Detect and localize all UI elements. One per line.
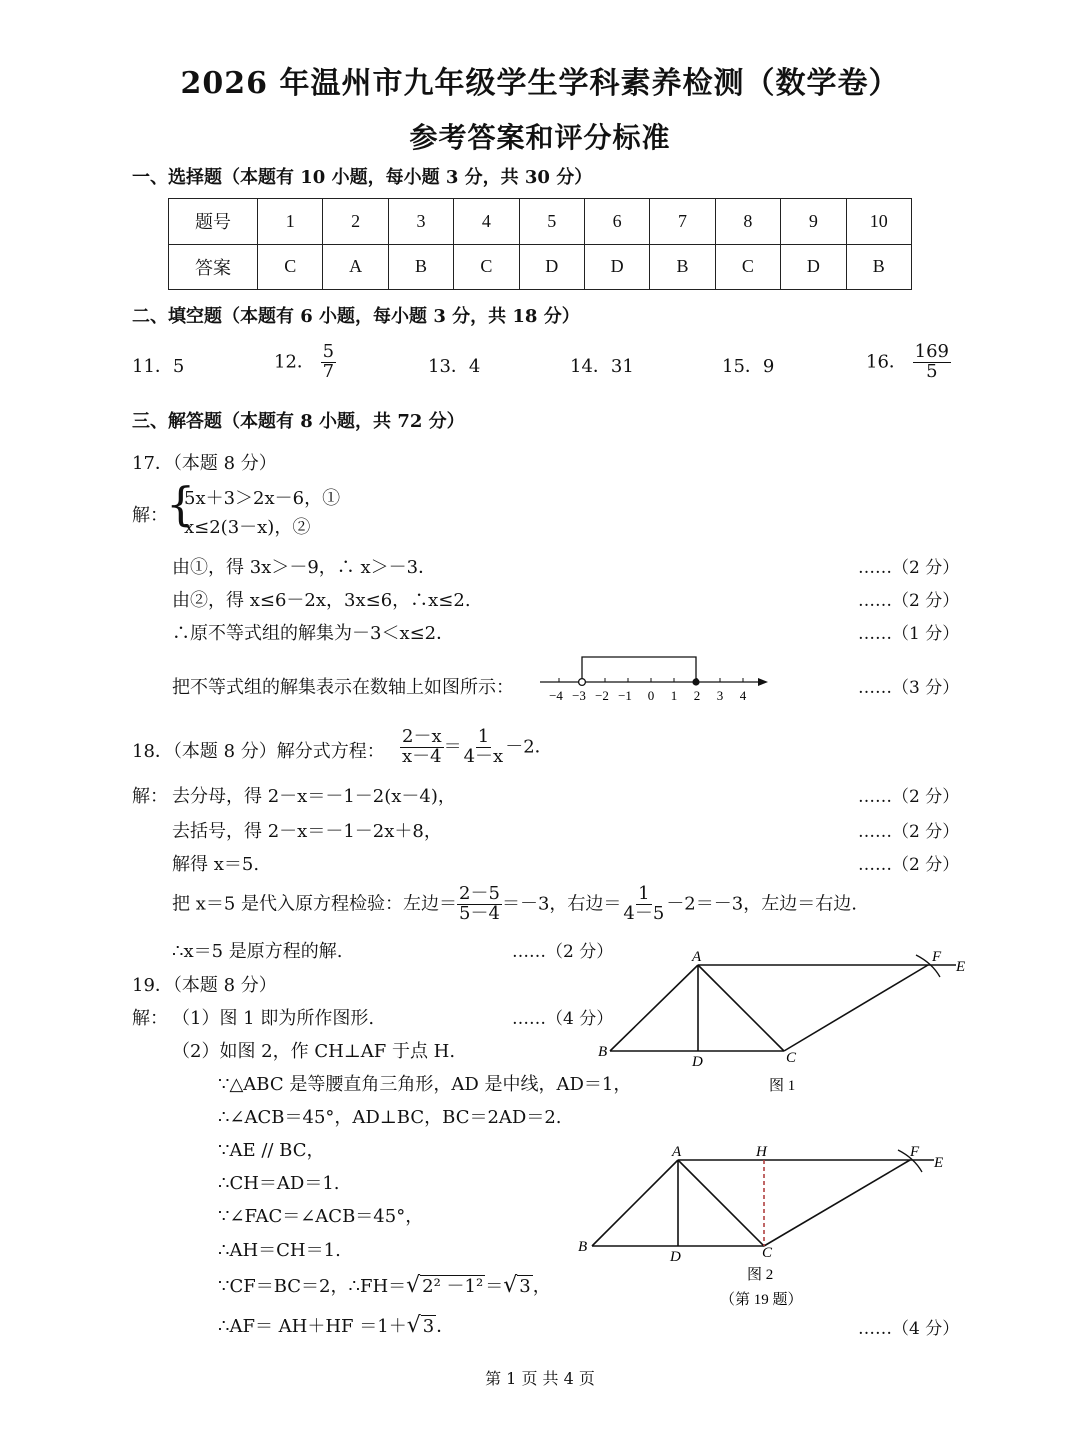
answer-12-numerator: 5 [322, 341, 335, 362]
fraction-denominator: x－4 [402, 745, 442, 767]
q18-check [172, 885, 857, 924]
q19-part-1: （1）图 1 即为所作图形. [172, 1008, 375, 1029]
point-label-a: A [692, 949, 702, 965]
table-cell: 7 [650, 199, 715, 245]
segment-cf [764, 1160, 910, 1246]
q17-step-2-points: ……（2 分） [858, 591, 960, 611]
table-cell: B [388, 244, 453, 290]
segment-ab [610, 965, 698, 1051]
table-row-answers [169, 244, 912, 290]
check-text: －2＝－3，左边＝右边. [666, 893, 857, 915]
point-label-d: D [670, 1249, 681, 1265]
tick-label: −3 [572, 688, 586, 703]
answer-11: 11．5 [132, 356, 185, 377]
q18-step-3-points: ……（2 分） [858, 855, 960, 875]
segment-ab [592, 1160, 678, 1246]
q18-jie: 解： [132, 786, 168, 807]
geometry-figure-1 [594, 945, 984, 1095]
page-title: 2026 年温州市九年级学生学科素养检测（数学卷） [180, 66, 900, 101]
table-cell: 6 [584, 199, 649, 245]
check-text: 把 x＝5 是代入原方程检验：左边＝ [172, 893, 458, 915]
q17-inequality-1: 5x＋3＞2x－6，① [184, 488, 341, 509]
fraction-denominator: 4－5 [623, 902, 665, 924]
radicand: 3 [422, 1316, 435, 1337]
q18-step-2: 去括号，得 2－x＝－1－2x＋8， [172, 821, 442, 842]
segment-cf [784, 965, 928, 1051]
point-label-e: E [934, 1155, 944, 1171]
tick-label: 3 [716, 688, 724, 703]
equals-sign: ＝ [443, 736, 462, 758]
point-label-f: F [932, 949, 942, 965]
q19-line-1: ∵△ABC 是等腰直角三角形，AD 是中线，AD＝1， [218, 1074, 632, 1095]
table-row-label: 题号 [169, 199, 258, 245]
sqrt-icon: √ [406, 1313, 421, 1338]
filled-dot-icon [692, 678, 699, 685]
q19-line-8-points: ……（4 分） [858, 1319, 960, 1339]
tick-label: 2 [693, 688, 701, 703]
line-text: ， [532, 1276, 551, 1297]
check-text: ＝－3，右边＝ [501, 893, 622, 915]
fraction-denominator: 5－4 [459, 902, 500, 924]
page-footer: 第 1 页 共 4 页 [485, 1369, 595, 1388]
line-text: ∵CF＝BC＝2，∴FH＝ [218, 1276, 407, 1297]
tick-label: −1 [618, 688, 632, 703]
table-cell: D [519, 244, 584, 290]
answer-table [168, 198, 912, 290]
table-cell: 10 [846, 199, 911, 245]
segment-ac [678, 1160, 764, 1246]
table-cell: C [454, 244, 519, 290]
answer-12-denominator: 7 [322, 360, 335, 382]
q19-line-4: ∴CH＝AD＝1. [218, 1173, 340, 1194]
figure-2-caption: 图 2 [747, 1267, 774, 1283]
q19-line-3: ∵AE // BC， [218, 1140, 325, 1161]
answer-16 [866, 343, 951, 382]
line-text: ． [436, 1316, 455, 1337]
q17-label: 17．（本题 8 分） [132, 453, 277, 474]
sqrt-icon: √ [503, 1273, 518, 1298]
q19-label: 19．（本题 8 分） [132, 975, 277, 996]
tick-label: −2 [595, 688, 609, 703]
q18-step-4: ∴x＝5 是原方程的解. [172, 941, 343, 962]
answer-12-label: 12． [274, 351, 315, 373]
table-cell: 2 [323, 199, 388, 245]
figure-note: （第 19 题） [720, 1292, 803, 1308]
q19-line-7 [218, 1272, 551, 1298]
table-cell: D [584, 244, 649, 290]
tick-label: −4 [549, 688, 563, 703]
fraction-numerator: 2－5 [459, 883, 500, 904]
point-label-b: B [598, 1044, 608, 1060]
geometry-figure-2 [574, 1140, 984, 1312]
solution-range-bracket [582, 657, 696, 682]
figure-1-caption: 图 1 [769, 1078, 796, 1094]
q17-inequality-2: x≤2(3－x)，② [184, 517, 311, 538]
line-text: ∴AF＝ AH＋HF ＝1＋ [218, 1316, 407, 1337]
segment-ac [698, 965, 784, 1051]
sqrt-icon: √ [406, 1273, 421, 1298]
answer-15: 15．9 [722, 356, 775, 377]
table-cell: 4 [454, 199, 519, 245]
q18-step-1-points: ……（2 分） [858, 787, 960, 807]
q17-step-4: 把不等式组的解集表示在数轴上如图所示： [172, 677, 514, 698]
point-label-f: F [910, 1144, 920, 1160]
tick-label: 1 [670, 688, 678, 703]
q18-label: 18．（本题 8 分）解分式方程： [132, 741, 385, 762]
number-line-figure [536, 650, 772, 706]
point-label-e: E [956, 959, 966, 975]
table-cell: B [846, 244, 911, 290]
fraction-denominator: 4－x [463, 745, 504, 767]
table-cell: 5 [519, 199, 584, 245]
answer-16-numerator: 169 [914, 341, 949, 362]
point-label-d: D [692, 1054, 703, 1070]
q19-line-8 [218, 1312, 454, 1338]
point-label-c: C [786, 1050, 797, 1066]
q19-jie: 解： [132, 1008, 168, 1029]
point-label-c: C [762, 1245, 773, 1261]
radicand: 2² －1² [422, 1276, 484, 1297]
table-cell: 3 [388, 199, 453, 245]
q19-part-2: （2）如图 2，作 CH⊥AF 于点 H. [172, 1041, 456, 1062]
table-cell: A [323, 244, 388, 290]
q18-step-1: 去分母，得 2－x＝－1－2(x－4)， [172, 786, 456, 807]
table-cell: 8 [715, 199, 780, 245]
point-label-b: B [578, 1239, 588, 1255]
q19-line-6: ∴AH＝CH＝1. [218, 1240, 341, 1261]
point-label-a: A [672, 1144, 682, 1160]
q17-step-3: ∴原不等式组的解集为－3＜x≤2． [172, 623, 455, 644]
q17-jie: 解： [132, 505, 168, 526]
table-cell: D [781, 244, 846, 290]
table-row-numbers [169, 199, 912, 245]
answer-13: 13．4 [428, 356, 481, 377]
q18-step-2-points: ……（2 分） [858, 822, 960, 842]
section-heading-solve: 三、解答题（本题有 8 小题，共 72 分） [132, 411, 465, 432]
line-text: ＝ [485, 1276, 504, 1297]
fraction-numerator: 2－x [402, 726, 442, 747]
answer-16-denominator: 5 [926, 360, 938, 382]
table-cell: C [258, 244, 323, 290]
axis-arrow-icon [758, 678, 768, 686]
fraction-numerator: 1 [477, 726, 490, 747]
page-subtitle: 参考答案和评分标准 [409, 121, 671, 154]
q17-step-3-points: ……（1 分） [858, 624, 960, 644]
q17-step-1-points: ……（2 分） [858, 558, 960, 578]
q19-line-2: ∴∠ACB＝45°，AD⊥BC，BC＝2AD＝2. [218, 1107, 562, 1128]
table-cell: C [715, 244, 780, 290]
tick-label: 4 [739, 688, 747, 703]
q18-step-3: 解得 x＝5. [172, 854, 260, 875]
answer-16-label: 16． [866, 351, 907, 373]
answer-14: 14．31 [570, 356, 634, 377]
q17-step-2: 由②，得 x≤6－2x，3x≤6，∴x≤2. [172, 590, 471, 611]
section-heading-choice: 一、选择题（本题有 10 小题，每小题 3 分，共 30 分） [132, 167, 593, 188]
table-cell: 9 [781, 199, 846, 245]
q17-step-4-points: ……（3 分） [858, 678, 960, 698]
point-label-h: H [756, 1144, 767, 1160]
answer-12 [274, 343, 336, 382]
equation-tail: －2． [505, 736, 553, 758]
table-cell: 1 [258, 199, 323, 245]
open-circle-icon [579, 679, 586, 686]
q19-line-5: ∵∠FAC＝∠ACB＝45°， [218, 1206, 424, 1227]
section-heading-fill: 二、填空题（本题有 6 小题，每小题 3 分，共 18 分） [132, 306, 580, 327]
radicand: 3 [519, 1276, 531, 1297]
tick-label: 0 [647, 688, 655, 703]
fraction-numerator: 1 [638, 883, 650, 904]
q19-part-1-points: ……（4 分） [512, 1009, 614, 1029]
q18-step-4-points: ……（2 分） [512, 942, 614, 962]
q18-equation [400, 728, 553, 767]
q17-step-1: 由①，得 3x＞－9，∴ x＞－3． [172, 557, 437, 578]
table-row-label: 答案 [169, 244, 258, 290]
system-brace-icon: { [166, 477, 196, 531]
table-cell: B [650, 244, 715, 290]
